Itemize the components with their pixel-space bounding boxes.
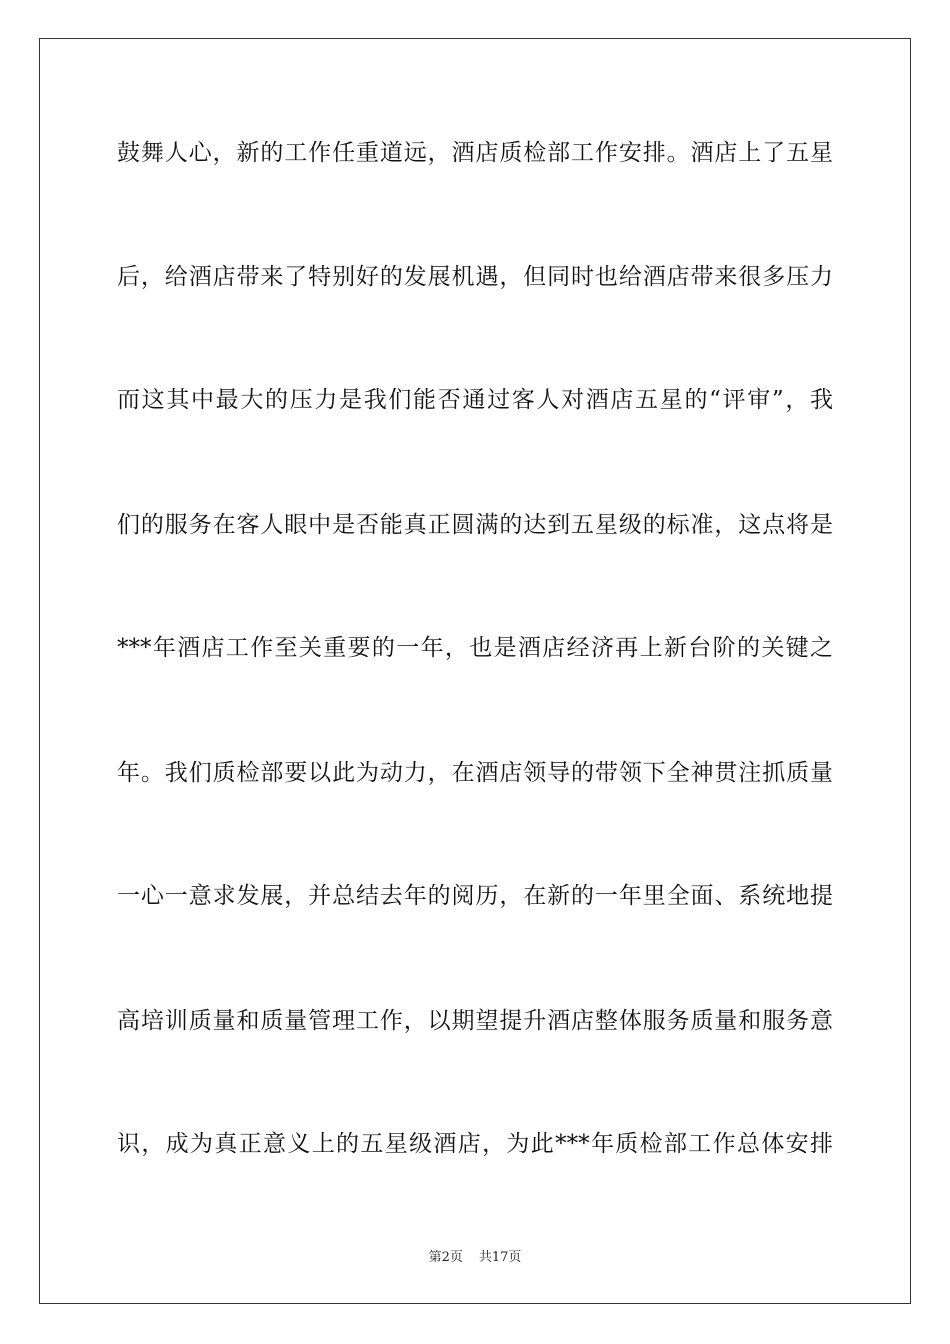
page-total: 共17页 [478, 1250, 522, 1265]
body-line-4: 们的服务在客人眼中是否能真正圆满的达到五星级的标准，这点将是 [117, 512, 833, 538]
body-line-5: ***年酒店工作至关重要的一年，也是酒店经济再上新台阶的关键之 [117, 635, 833, 661]
page-footer [0, 1246, 950, 1265]
page-number: 第2页 [428, 1250, 463, 1265]
body-line-6: 年。我们质检部要以此为动力，在酒店领导的带领下全神贯注抓质量 [117, 760, 833, 786]
body-line-2: 后，给酒店带来了特别好的发展机遇，但同时也给酒店带来很多压力 [117, 264, 833, 290]
page-border [39, 38, 911, 1304]
body-line-7: 一心一意求发展，并总结去年的阅历，在新的一年里全面、系统地提 [117, 883, 833, 909]
body-line-8: 高培训质量和质量管理工作，以期望提升酒店整体服务质量和服务意 [117, 1008, 833, 1034]
body-line-3: 而这其中最大的压力是我们能否通过客人对酒店五星的“评审”，我 [117, 387, 833, 413]
body-line-9: 识，成为真正意义上的五星级酒店，为此***年质检部工作总体安排 [117, 1131, 833, 1157]
body-line-1: 鼓舞人心，新的工作任重道远，酒店质检部工作安排。酒店上了五星 [117, 140, 833, 166]
